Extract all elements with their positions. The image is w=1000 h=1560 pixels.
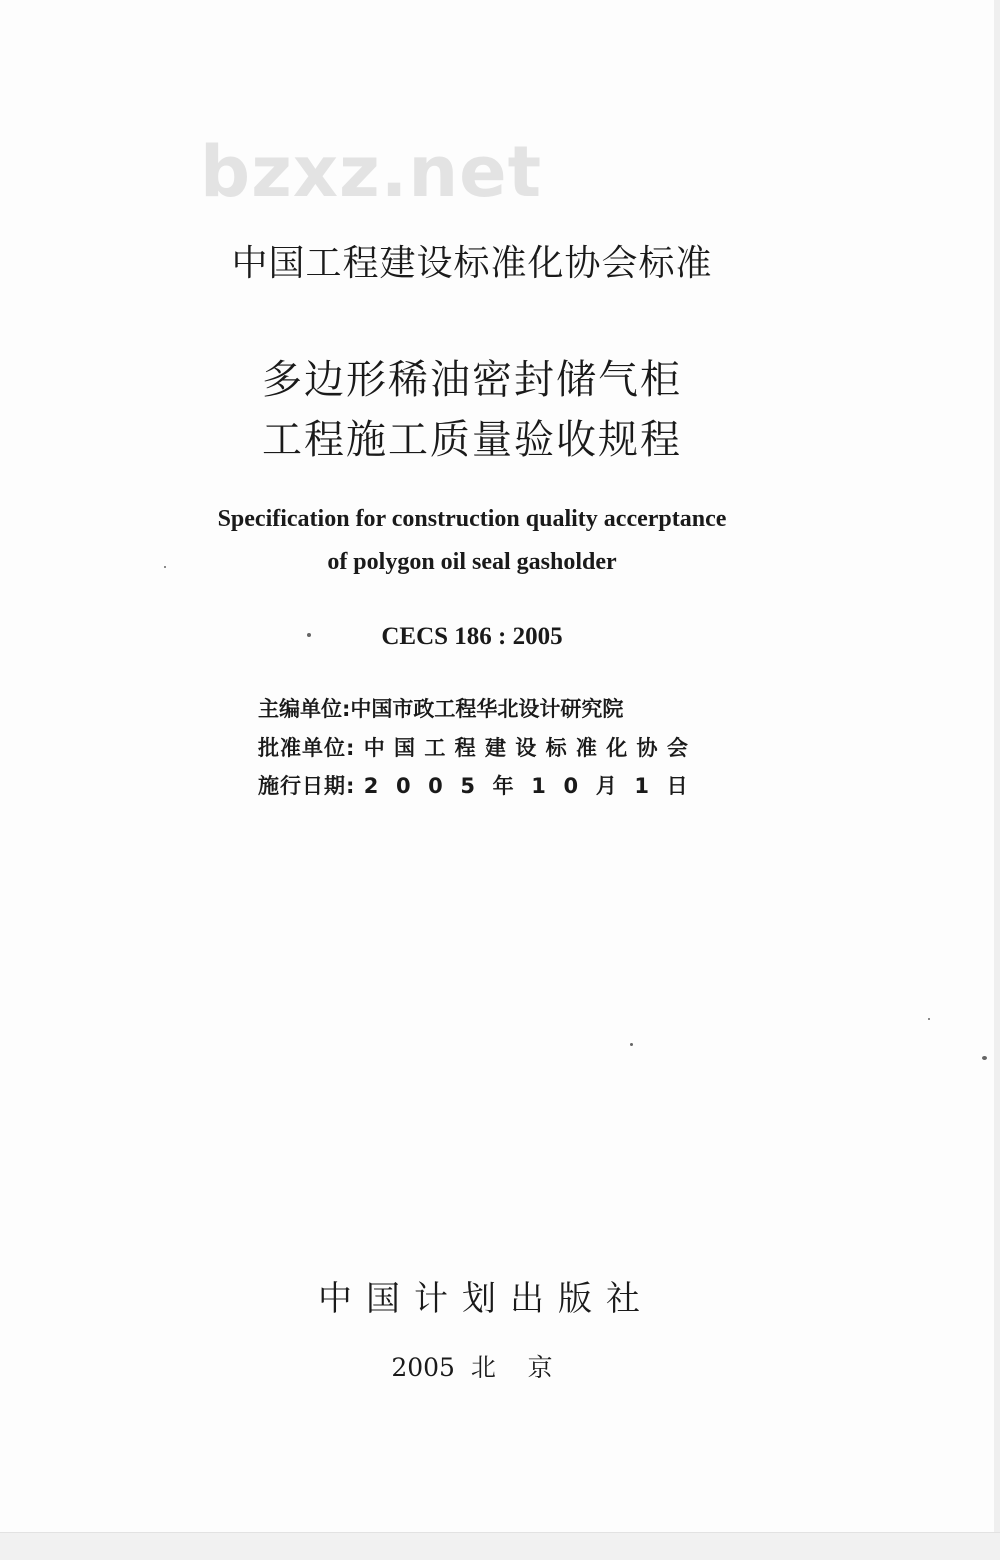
publisher-name: 中国计划出版社 bbox=[318, 1279, 654, 1319]
scan-speck bbox=[630, 1043, 633, 1046]
approval-unit: 批准单位: 中 国 工 程 建 设 标 准 化 协 会 bbox=[258, 736, 689, 760]
chinese-title-line-2: 工程施工质量验收规程 bbox=[262, 417, 682, 463]
chinese-title-line-1: 多边形稀油密封储气柜 bbox=[262, 357, 682, 403]
scan-speck bbox=[164, 566, 166, 568]
viewer-right-margin bbox=[994, 0, 1000, 1532]
association-standard-heading: 中国工程建设标准化协会标准 bbox=[231, 243, 713, 284]
scan-speck bbox=[982, 1056, 987, 1060]
publication-year-city: 2005 北 京 bbox=[391, 1353, 553, 1382]
effective-date: 施行日期: 2 0 0 5 年 1 0 月 1 日 bbox=[258, 774, 689, 798]
viewer-bottom-margin bbox=[0, 1532, 1000, 1560]
chief-editor-unit: 主编单位:中国市政工程华北设计研究院 bbox=[258, 697, 624, 721]
watermark: bzxz.net bbox=[200, 131, 543, 213]
standard-code: CECS 186 : 2005 bbox=[381, 623, 563, 650]
scan-speck bbox=[928, 1018, 930, 1020]
english-title-line-1: Specification for construction quality accerptance bbox=[217, 506, 727, 532]
scan-speck bbox=[307, 633, 311, 637]
english-title-line-2: of polygon oil seal gasholder bbox=[327, 549, 617, 575]
